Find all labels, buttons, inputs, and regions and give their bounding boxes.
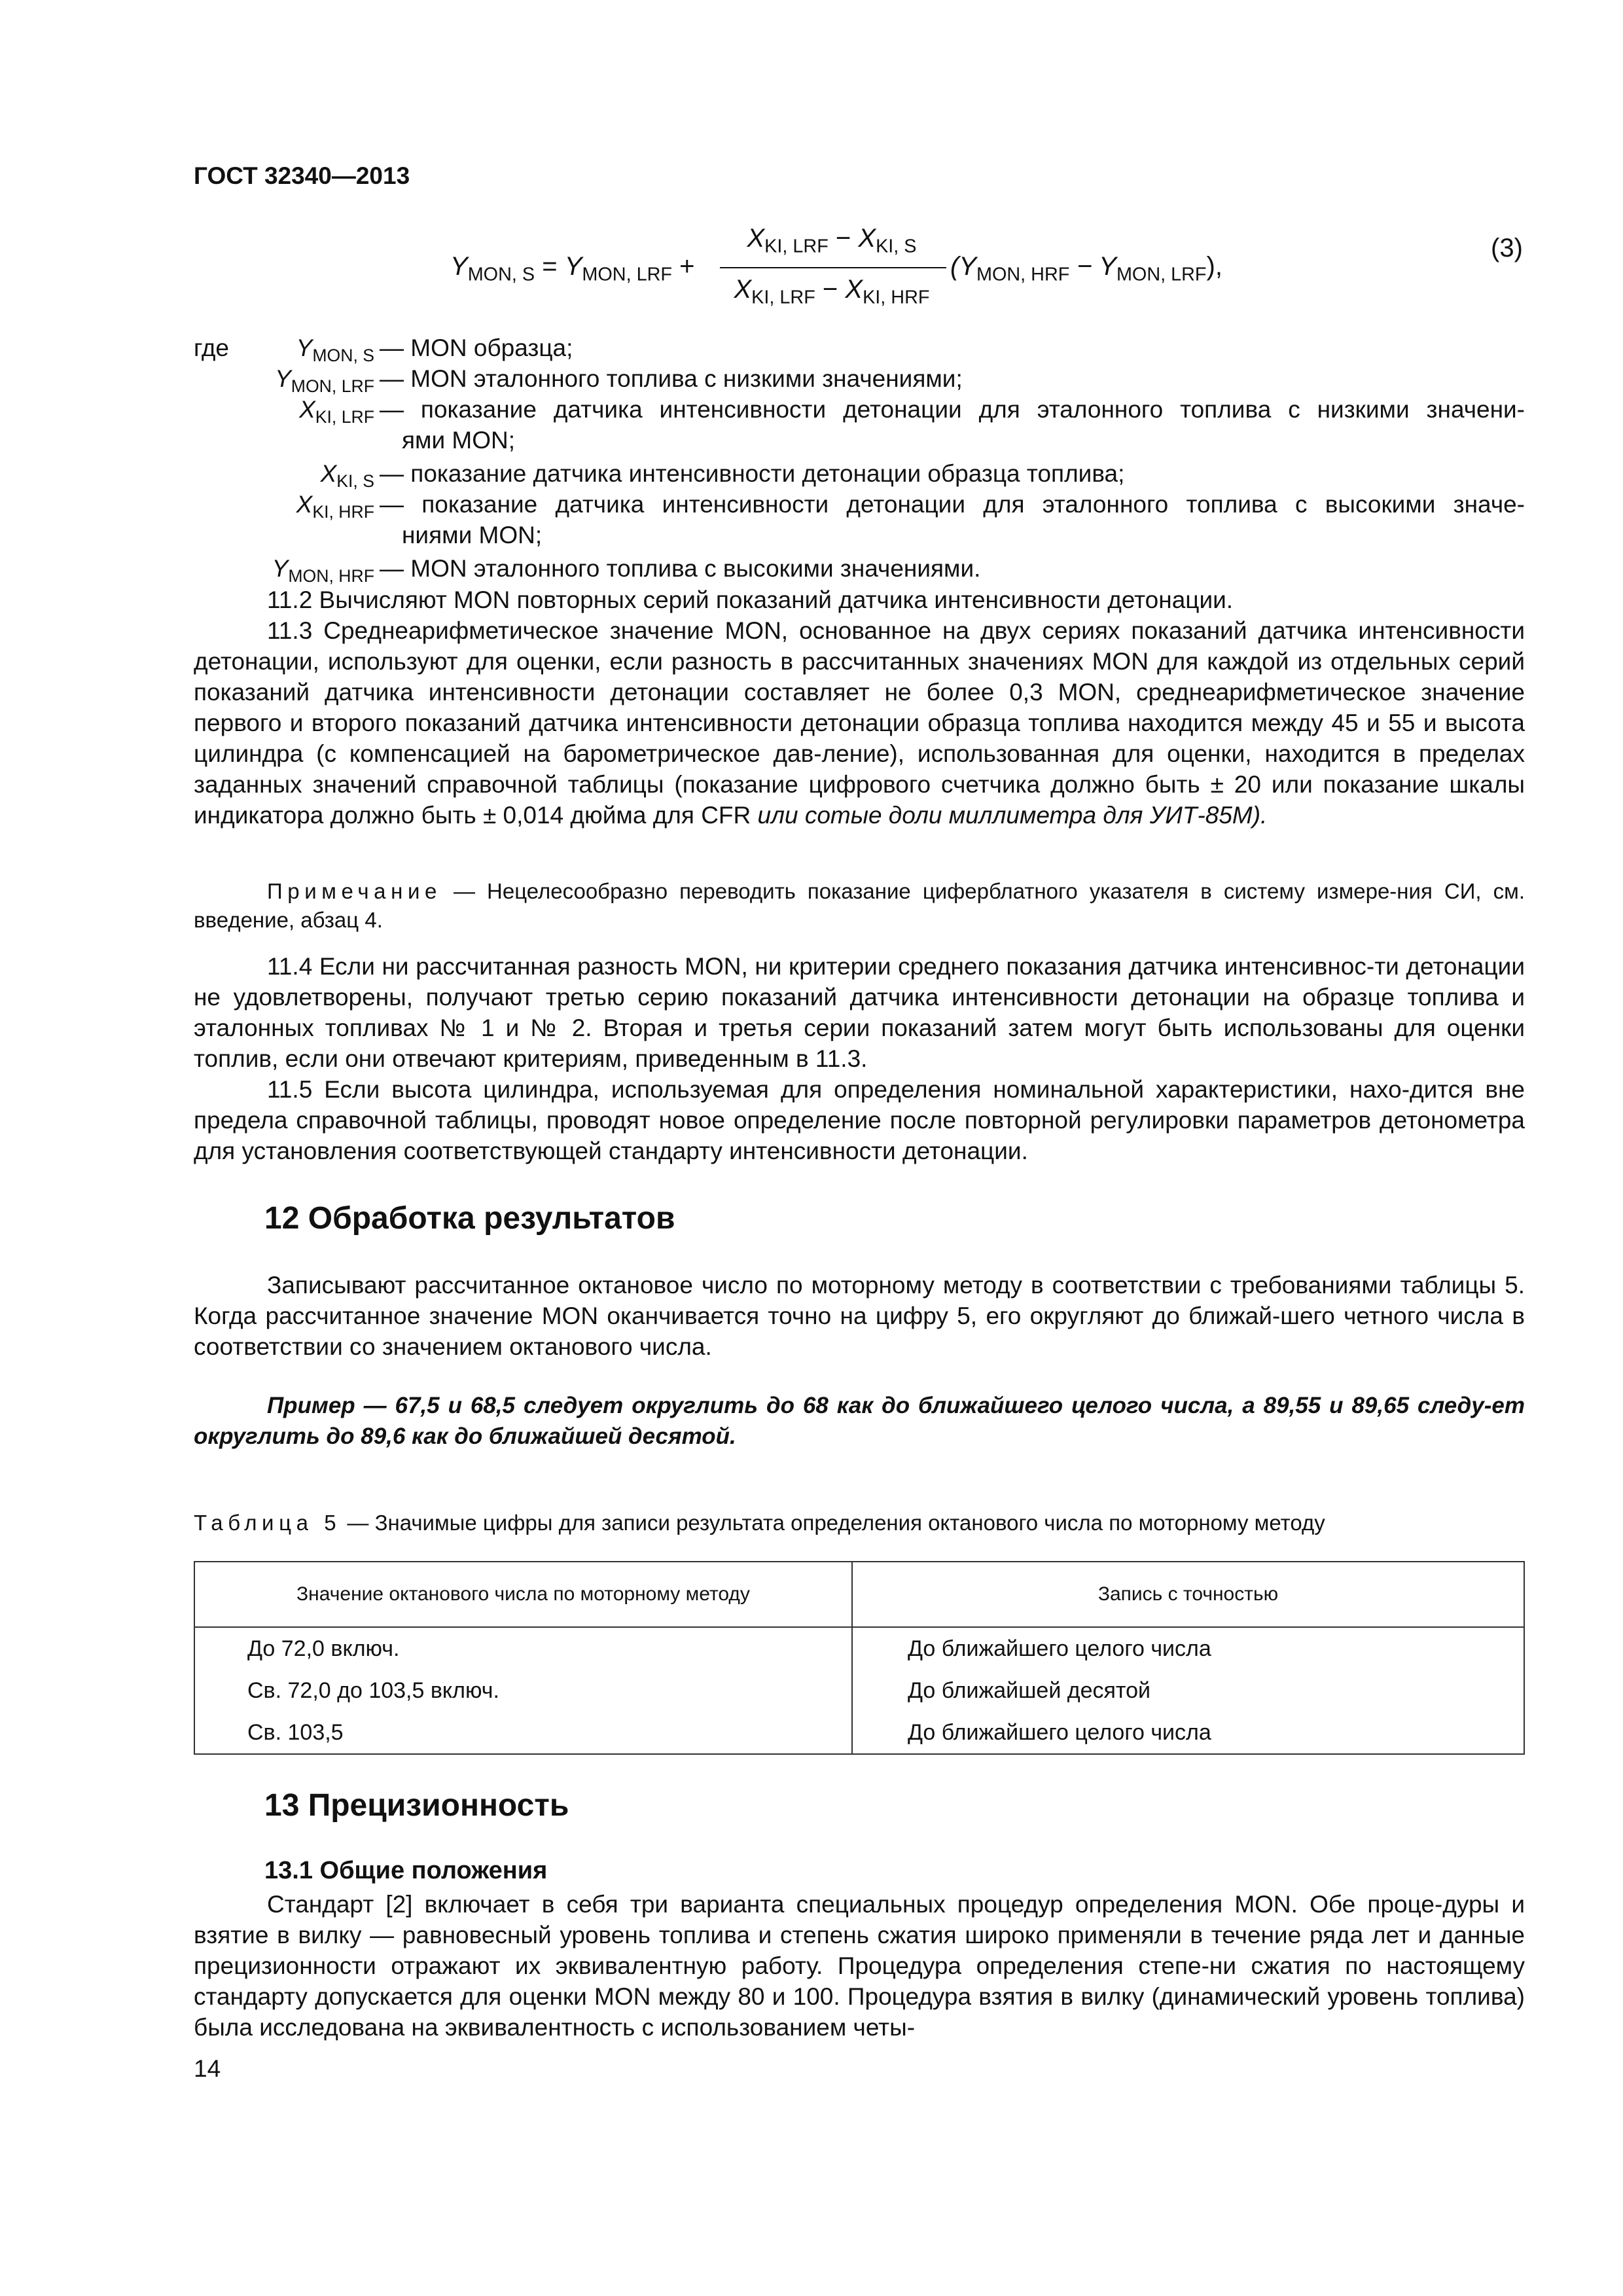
- formula-parenthesis: $(Y_{MON, HRF} - Y_{MON, LRF})$,: [950, 252, 1222, 285]
- paragraph-11-4: 11.4 Если ни рассчитанная разность MON, ни критерии среднего показания датчика интенсивнос-ти детонации не удовлетворены, получают третью серию показаний датчика интенсивности детонации на образце топлива и эталонных топливах № 1 и № 2. Вторая и третья серии показаний затем могут быть использованы для оценки топлив, если они отвечают критериям, приведенным в 11.3.: [194, 953, 1525, 1072]
- def-symbol: $Y_{MON, HRF}$: [272, 555, 374, 586]
- table-cell: Св. 103,5: [194, 1712, 852, 1754]
- def-symbol: $X_{KI, S}$: [320, 460, 374, 491]
- table-cell: Св. 72,0 до 103,5 включ.: [194, 1670, 852, 1712]
- table-cell: До ближайшего целого числа: [852, 1712, 1524, 1754]
- section-13-1-heading: 13.1 Общие положения: [264, 1857, 548, 1884]
- def-text: — MON эталонного топлива с низкими значениями;: [380, 365, 963, 392]
- table-row: [194, 1670, 1524, 1712]
- table-cell: До ближайшего целого числа: [852, 1627, 1524, 1670]
- formula-denominator: $X_{KI, LRF} - X_{KI, HRF}$: [734, 275, 930, 308]
- table-header-cell: Значение октанового числа по моторному методу: [194, 1562, 852, 1627]
- formula-lhs: $Y_{MON, S} = Y_{MON, LRF}$ +: [450, 252, 695, 285]
- formula-fraction-bar: [720, 267, 946, 268]
- def-text: — показание датчика интенсивности детонации для эталонного топлива с низкими значени-: [380, 396, 1525, 423]
- paragraph-11-5: 11.5 Если высота цилиндра, используемая для определения номинальной характеристики, нахо-дится вне предела справочной таблицы, проводят новое определение после повторной регулировки параметров детонометра для установления соответствующей стандарту интенсивности детонации.: [194, 1076, 1525, 1164]
- table-cell: До ближайшей десятой: [852, 1670, 1524, 1712]
- table-header-cell: Запись с точностью: [852, 1562, 1524, 1627]
- paragraph-13-1: Стандарт [2] включает в себя три варианта специальных процедур определения MON. Обе проце-дуры и взятие в вилку — равновесный уровень топлива и степень сжатия широко применяли в течение ряда лет и данные прецизионности отражают их эквивалентную работу. Процедура определения степе-ни сжатия по настоящему стандарту допускается для оценки MON между 80 и 100. Процедура взятия в вилку (динамический уровень топлива) была исследована на эквивалентность с использованием четы-: [194, 1891, 1525, 2041]
- def-text-cont: ями MON;: [402, 427, 516, 454]
- formula-number: (3): [1491, 234, 1523, 262]
- table-5-caption: Таблица 5 — Значимые цифры для записи результата определения октанового числа по моторному методу: [194, 1511, 1325, 1535]
- def-text: — MON образца;: [380, 334, 573, 361]
- def-text-cont: ниями MON;: [402, 522, 543, 548]
- paragraph-11-2: 11.2 Вычисляют MON повторных серий показаний датчика интенсивности детонации.: [267, 586, 1234, 613]
- table-row: [194, 1627, 1524, 1670]
- def-text: — показание датчика интенсивности детонации для эталонного топлива с высокими значе-: [380, 491, 1525, 518]
- def-text: — показание датчика интенсивности детонации образца топлива;: [380, 460, 1125, 487]
- table-header-row: [194, 1562, 1524, 1627]
- def-symbol: $Y_{MON, S}$: [296, 334, 374, 365]
- example: Пример — 67,5 и 68,5 следует округлить до 68 как до ближайшего целого числа, а 89,55 и 89,65 следу-ет округлить до 89,6 как до ближайшей десятой.: [194, 1393, 1525, 1449]
- paragraph-11-3: 11.3 Среднеарифметическое значение MON, основанное на двух сериях показаний датчика интенсивности детонации, используют для оценки, если разность в рассчитанных значениях MON для каждой из отдельных серий показаний датчика интенсивности детонации составляет не более 0,3 MON, среднеарифметическое значение первого и второго показаний датчика интенсивности детонации образца топлива находится между 45 и 55 и высота цилиндра (с компенсацией на барометрическое дав-ление), использованная для оценки, находится в пределах заданных значений справочной таблицы (показание цифрового счетчика должно быть ± 20 или показание шкалы индикатора должно быть ± 0,014 дюйма для CFR или сотые доли миллиметра для УИТ-85М).: [194, 617, 1525, 829]
- section-12-heading: 12 Обработка результатов: [264, 1201, 675, 1236]
- paragraph-12: Записывают рассчитанное октановое число по моторному методу в соответствии с требованиями таблицы 5. Когда рассчитанное значение MON оканчивается точно на цифру 5, его округляют до ближай-шего четного числа в соответствии со значением октанового числа.: [194, 1272, 1525, 1360]
- def-text: — MON эталонного топлива с высокими значениями.: [380, 555, 981, 582]
- note: Примечание — Нецелесообразно переводить показание циферблатного указателя в систему измере-ния СИ, см. введение, абзац 4.: [194, 879, 1525, 932]
- formula-numerator: $X_{KI, LRF} - X_{KI, S}$: [747, 224, 917, 257]
- table-5: [194, 1561, 1525, 1755]
- table-cell: До 72,0 включ.: [194, 1627, 852, 1670]
- table-row: [194, 1712, 1524, 1754]
- document-header: ГОСТ 32340—2013: [194, 162, 410, 189]
- section-13-heading: 13 Прецизионность: [264, 1788, 569, 1823]
- def-symbol: $X_{KI, HRF}$: [296, 491, 374, 522]
- where-word: где: [194, 334, 230, 361]
- def-symbol: $X_{KI, LRF}$: [299, 396, 374, 427]
- def-symbol: $Y_{MON, LRF}$: [275, 365, 374, 396]
- page-number: 14: [194, 2055, 221, 2082]
